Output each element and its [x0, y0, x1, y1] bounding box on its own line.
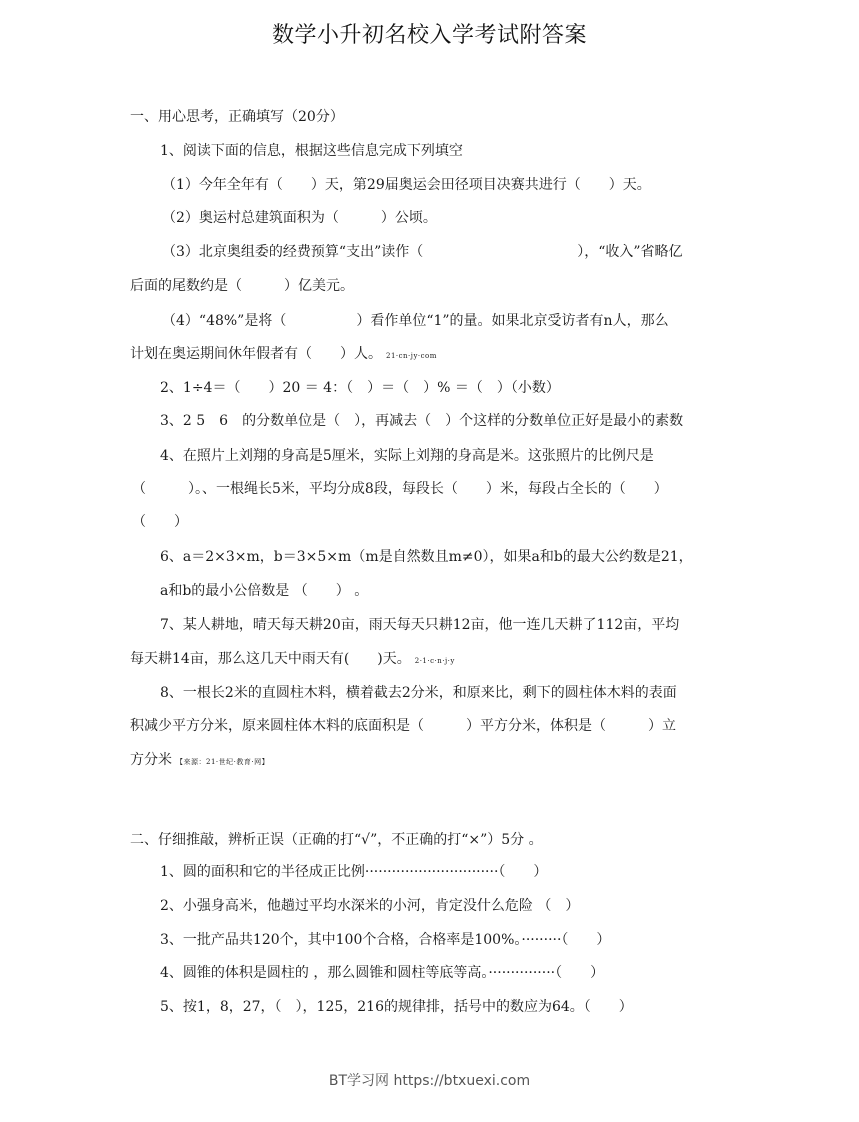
watermark-text: 【来源：21·世纪·教育·网】	[176, 758, 270, 766]
judge-item-3: 3、一批产品共120个，其中100个合格，合格率是100%。·········（ ）	[160, 932, 611, 948]
judge-item-5: 5、按1，8，27，（ ），125，216的规律排，括号中的数应为64。（ ）	[160, 999, 633, 1015]
judge-item-1: 1、圆的面积和它的半径成正比例······························（ ）	[160, 864, 548, 880]
question-1-4-line1: （4）“48%”是将（ ）看作单位“1”的量。如果北京受访者有n人，那么	[162, 313, 669, 329]
question-1-3-line2: 后面的尾数约是（ ）亿美元。	[130, 278, 354, 294]
question-1-4-text: 计划在奥运期间休年假者有（ ）人。	[130, 346, 382, 362]
question-1-2: （2）奥运村总建筑面积为（ ）公顷。	[162, 210, 437, 226]
question-1-intro: 1、阅读下面的信息，根据这些信息完成下列填空	[160, 143, 463, 159]
question-7-text: 每天耕14亩，那么这几天中雨天有( )天。	[130, 651, 411, 667]
watermark-text: 21·cn·jy·com	[386, 352, 437, 360]
question-4-line1: 4、在照片上刘翔的身高是5厘米，实际上刘翔的身高是米。这张照片的比例尺是	[160, 448, 654, 464]
question-7-line2	[130, 649, 455, 671]
question-3: 3、2 5 6 的分数单位是（ ），再减去（ ）个这样的分数单位正好是最小的素数	[160, 413, 684, 429]
judge-item-4: 4、圆锥的体积是圆柱的 ，那么圆锥和圆柱等底等高。···············（ ）	[160, 965, 605, 981]
watermark-text: 2·1·c·n·j·y	[414, 657, 455, 665]
question-1-4-line2	[130, 344, 437, 366]
question-7-line1: 7、某人耕地，晴天每天耕20亩，雨天每天只耕12亩，他一连几天耕了112亩，平均	[160, 617, 680, 633]
question-6-line2: a和b的最小公倍数是 （ ） 。	[160, 583, 369, 599]
question-2: 2、1÷4＝（ ）20 ＝ 4：（ ）＝（ ）% ＝（ ）（小数）	[160, 380, 560, 396]
question-1-1: （1）今年全年有（ ）天，第29届奥运会田径项目决赛共进行（ ）天。	[162, 177, 651, 193]
section1-heading: 一、用心思考，正确填写（20分）	[130, 109, 344, 125]
question-8-line3	[130, 750, 269, 772]
document-title: 数学小升初名校入学考试附答案	[271, 23, 587, 48]
question-4-line2: （ ）。、一根绳长5米，平均分成8段，每段长（ ）米，每段占全长的（ ）	[132, 481, 668, 497]
question-8-line1: 8、一根长2米的直圆柱木料，横着截去2分米，和原来比，剩下的圆柱体木料的表面	[160, 685, 677, 701]
question-6-line1: 6、a＝2×3×m，b＝3×5×m（m是自然数且m≠0），如果a和b的最大公约数是21，	[160, 549, 693, 565]
question-8-line2: 积减少平方分米，原来圆柱体木料的底面积是（ ）平方分米，体积是（ ）立	[130, 718, 676, 734]
judge-item-2: 2、小强身高米，他趟过平均水深米的小河，肯定没什么危险 （ ）	[160, 898, 580, 914]
footer-source-link[interactable]: BT学习网 https://btxuexi.com	[328, 1073, 531, 1089]
question-4-line3: （ ）	[132, 514, 188, 530]
question-1-3-line1: （3）北京奥组委的经费预算“支出”读作（ ），“收入”省略亿	[162, 244, 683, 260]
question-8-text: 方分米	[130, 752, 172, 768]
section2-heading: 二、仔细推敲，辨析正误（正确的打“√”，不正确的打“×”）5分 。	[130, 832, 543, 848]
